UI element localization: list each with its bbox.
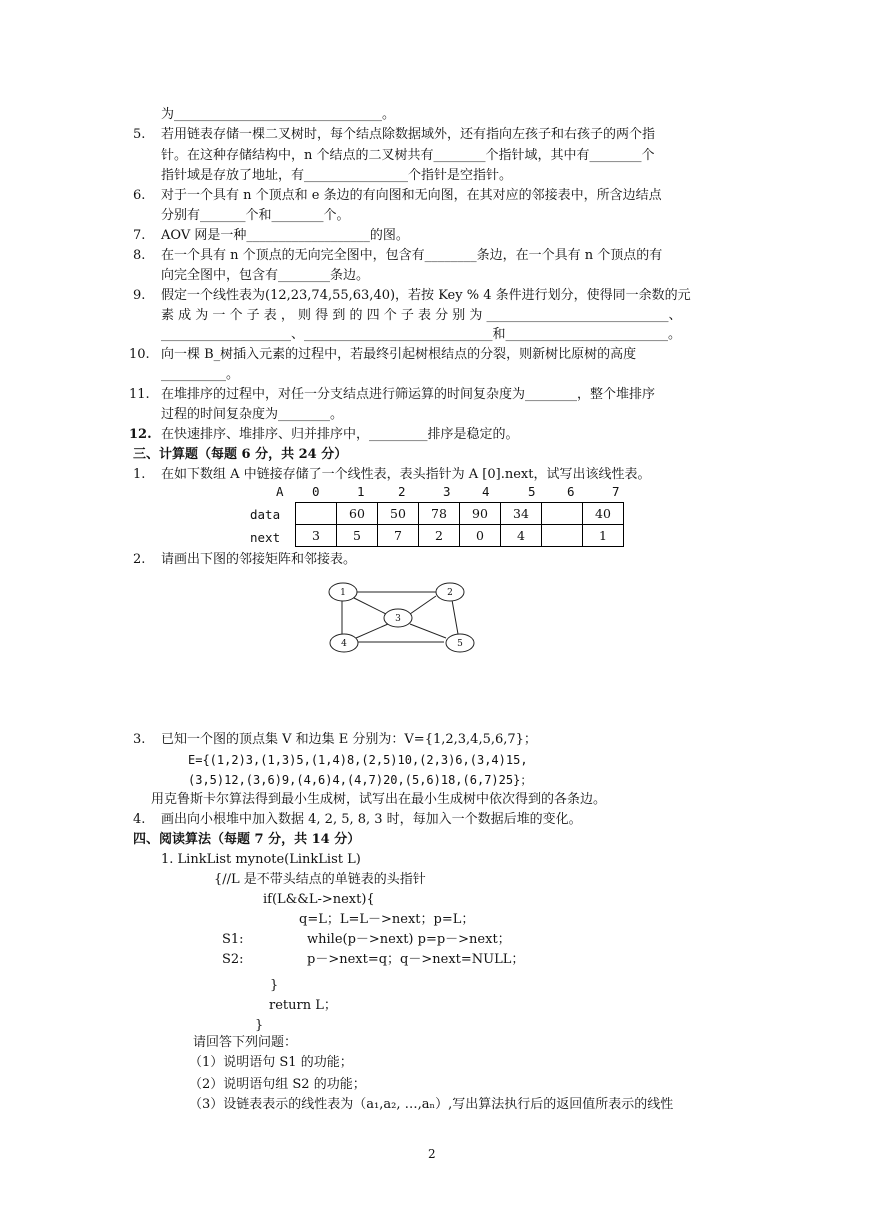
code-s2-stmt: p－>next=q；q－>next=NULL；	[307, 952, 525, 967]
code-if: if(L&&L->next){	[263, 892, 375, 907]
code-header: 1. LinkList mynote(LinkList L)	[161, 852, 361, 867]
data-cell: 78	[419, 503, 460, 525]
question-3: （3）设链表表示的线性表为（a₁,a₂, …,aₙ）,写出算法执行后的返回值所表示的线性	[189, 1097, 674, 1112]
code-return: return L；	[269, 998, 337, 1013]
questions-intro: 请回答下列问题：	[193, 1035, 298, 1050]
next-cell: 0	[460, 525, 501, 547]
edge-2-3	[410, 596, 436, 614]
array-table	[295, 502, 624, 547]
q5-line2: 针。在这种存储结构中，n 个结点的二叉树共有________个指针域，其中有________个	[161, 148, 655, 163]
graph-node-label: 2	[447, 588, 453, 598]
data-cell	[296, 503, 337, 525]
q9-line2: 素 成 为 一 个 子 表 ， 则 得 到 的 四 个 子 表 分 别 为 ____________________________、	[161, 308, 682, 323]
array-index: 2	[398, 484, 406, 499]
q7-line1: AOV 网是一种___________________的图。	[161, 228, 409, 243]
section-3-heading: 三、计算题（每题 6 分，共 24 分）	[133, 447, 348, 462]
array-label: A	[276, 484, 284, 499]
next-cell	[542, 525, 583, 547]
q12-line1: 在快速排序、堆排序、归并排序中，_________排序是稳定的。	[161, 427, 519, 442]
edge-3-5	[410, 624, 446, 638]
graph-node-label: 5	[457, 639, 463, 649]
q7-number: 7.	[133, 228, 146, 243]
q10-number: 10.	[129, 347, 150, 362]
row-label-data: data	[250, 507, 281, 522]
data-cell: 60	[337, 503, 378, 525]
code-assign: q=L；L=L－>next；p=L；	[299, 912, 475, 927]
code-s1-stmt: while(p－>next) p=p－>next；	[307, 932, 511, 947]
c3-line4: 用克鲁斯卡尔算法得到最小生成树，试写出在最小生成树中依次得到的各条边。	[151, 792, 607, 807]
data-cell	[542, 503, 583, 525]
array-index: 4	[482, 484, 490, 499]
c4-line1: 画出向小根堆中加入数据 4, 2, 5, 8, 3 时，每加入一个数据后堆的变化。	[161, 812, 582, 827]
code-s2-label: S2:	[222, 952, 244, 967]
c3-line1: 已知一个图的顶点集 V 和边集 E 分别为：V={1,2,3,4,5,6,7}；	[161, 732, 537, 747]
next-cell: 7	[378, 525, 419, 547]
code-close-func: }	[255, 1018, 264, 1033]
c1-number: 1.	[133, 467, 146, 482]
data-cell: 34	[501, 503, 542, 525]
next-cell: 4	[501, 525, 542, 547]
c2-number: 2.	[133, 552, 146, 567]
code-close-if: }	[270, 978, 279, 993]
data-cell: 50	[378, 503, 419, 525]
graph-diagram	[322, 578, 482, 658]
q11-line2: 过程的时间复杂度为________。	[161, 407, 344, 422]
c4-number: 4.	[133, 812, 146, 827]
q4-tail-line: 为________________________________。	[161, 107, 396, 122]
c1-line1: 在如下数组 A 中链接存储了一个线性表，表头指针为 A [0].next，试写出该线性表。	[161, 467, 651, 482]
q9-line3: ____________________、_____________________________和_________________________。	[161, 327, 681, 342]
question-2: （2）说明语句组 S2 的功能；	[189, 1077, 366, 1092]
q12-number: 12.	[129, 427, 152, 442]
c3-number: 3.	[133, 732, 146, 747]
graph-node-label: 4	[341, 639, 347, 649]
page-number: 2	[428, 1147, 436, 1161]
q8-line1: 在一个具有 n 个顶点的无向完全图中，包含有________条边，在一个具有 n 个顶点的有	[161, 248, 663, 263]
code-s1-label: S1:	[222, 932, 244, 947]
array-index: 7	[612, 484, 620, 499]
q9-number: 9.	[133, 288, 146, 303]
edge-3-4	[356, 624, 388, 638]
graph-node-label: 1	[340, 588, 346, 598]
next-cell: 3	[296, 525, 337, 547]
q10-line1: 向一棵 B_树插入元素的过程中，若最终引起树根结点的分裂，则新树比原树的高度	[161, 347, 637, 362]
q6-line2: 分别有_______个和________个。	[161, 208, 350, 223]
q8-number: 8.	[133, 248, 146, 263]
q5-line1: 若用链表存储一棵二叉树时，每个结点除数据域外，还有指向左孩子和右孩子的两个指	[161, 127, 656, 142]
edge-2-5	[452, 600, 458, 634]
array-index: 0	[312, 484, 320, 499]
next-cell: 1	[583, 525, 624, 547]
q8-line2: 向完全图中，包含有________条边。	[161, 268, 370, 283]
array-index: 3	[443, 484, 451, 499]
array-index: 6	[567, 484, 575, 499]
array-index: 1	[357, 484, 365, 499]
array-data-row	[296, 503, 624, 525]
q11-line1: 在堆排序的过程中，对任一分支结点进行筛运算的时间复杂度为________，整个堆排序	[161, 387, 656, 402]
q5-number: 5.	[133, 127, 146, 142]
section-4-heading: 四、阅读算法（每题 7 分，共 14 分）	[133, 832, 361, 847]
c2-line1: 请画出下图的邻接矩阵和邻接表。	[161, 552, 357, 567]
array-index: 5	[528, 484, 536, 499]
data-cell: 90	[460, 503, 501, 525]
q6-number: 6.	[133, 188, 146, 203]
q11-number: 11.	[129, 387, 150, 402]
c3-edges-line2: (3,5)12,(3,6)9,(4,6)4,(4,7)20,(5,6)18,(6,7)25}；	[188, 773, 533, 787]
array-next-row	[296, 525, 624, 547]
q5-line3: 指针域是存放了地址，有________________个指针是空指针。	[161, 168, 513, 183]
next-cell: 2	[419, 525, 460, 547]
row-label-next: next	[250, 530, 281, 545]
code-comment: {//L 是不带头结点的单链表的头指针	[214, 872, 426, 887]
c3-edges-line1: E={(1,2)3,(1,3)5,(1,4)8,(2,5)10,(2,3)6,(3,4)15,	[188, 753, 528, 767]
question-1: （1）说明语句 S1 的功能；	[189, 1055, 353, 1070]
q9-line1: 假定一个线性表为(12,23,74,55,63,40)，若按 Key % 4 条件进行划分，使得同一余数的元	[161, 288, 691, 303]
graph-node-label: 3	[395, 614, 401, 624]
q6-line1: 对于一个具有 n 个顶点和 e 条边的有向图和无向图，在其对应的邻接表中，所含边结点	[161, 188, 662, 203]
next-cell: 5	[337, 525, 378, 547]
edge-1-3	[354, 598, 386, 614]
data-cell: 40	[583, 503, 624, 525]
q10-line2: __________。	[161, 367, 240, 382]
